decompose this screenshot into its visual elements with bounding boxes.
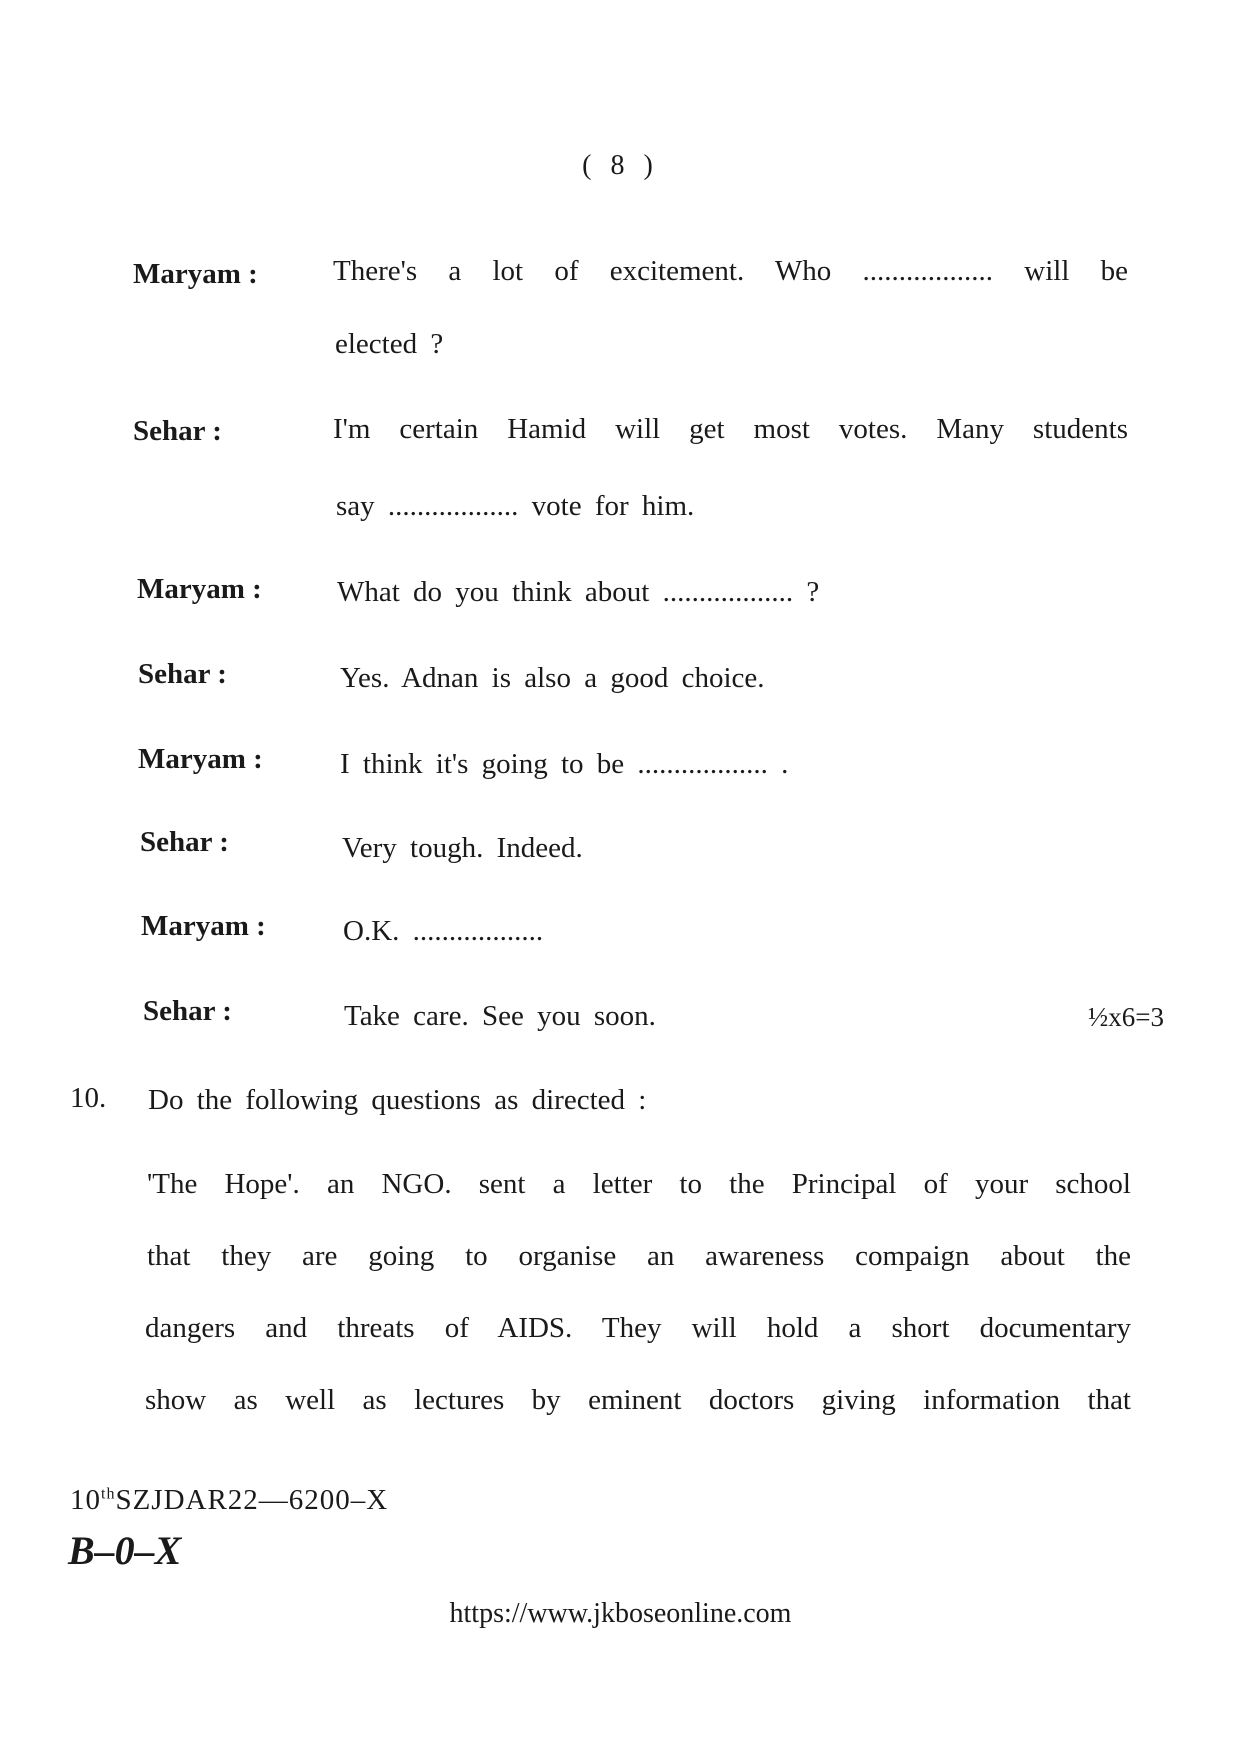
paper-code-sup: th xyxy=(101,1485,116,1503)
passage-line: 'The Hope'. an NGO. sent a letter to the Principal of your school xyxy=(147,1168,1131,1200)
passage-line: show as well as lectures by eminent doctors giving information that xyxy=(145,1384,1131,1416)
paper-code-rest: SZJDAR22—6200–X xyxy=(115,1484,389,1516)
speaker-sehar: Sehar : xyxy=(140,826,229,858)
speaker-maryam: Maryam : xyxy=(133,258,258,290)
speaker-sehar: Sehar : xyxy=(133,415,222,447)
marks-allocation: ½x6=3 xyxy=(1088,1002,1164,1032)
passage-line: dangers and threats of AIDS. They will hold a short documentary xyxy=(145,1312,1131,1344)
speaker-maryam: Maryam : xyxy=(141,910,266,942)
dialogue-line: elected ? xyxy=(335,328,444,360)
dialogue-line: Yes. Adnan is also a good choice. xyxy=(340,662,765,694)
speaker-maryam: Maryam : xyxy=(137,573,262,605)
dialogue-line: What do you think about .................. ? xyxy=(337,576,820,608)
dialogue-line: There's a lot of excitement. Who .................. will be xyxy=(333,255,1128,287)
speaker-sehar: Sehar : xyxy=(143,995,232,1027)
question-prompt: Do the following questions as directed : xyxy=(148,1084,647,1116)
question-number: 10. xyxy=(70,1082,107,1114)
source-url: https://www.jkboseonline.com xyxy=(449,1598,792,1629)
passage-line: that they are going to organise an awareness compaign about the xyxy=(147,1240,1131,1272)
dialogue-line: say .................. vote for him. xyxy=(336,490,695,522)
dialogue-line: Very tough. Indeed. xyxy=(342,832,583,864)
speaker-maryam: Maryam : xyxy=(138,743,263,775)
paper-code xyxy=(70,1484,388,1517)
paper-code-prefix: 10 xyxy=(70,1484,101,1516)
dialogue-line: I'm certain Hamid will get most votes. Many students xyxy=(333,413,1128,445)
dialogue-line: I think it's going to be .................. . xyxy=(340,748,789,780)
series-code: B–0–X xyxy=(68,1528,182,1573)
page-number: ( 8 ) xyxy=(582,150,659,181)
dialogue-line: Take care. See you soon. xyxy=(344,1000,656,1032)
speaker-sehar: Sehar : xyxy=(138,658,227,690)
dialogue-line: O.K. .................. xyxy=(343,915,544,947)
